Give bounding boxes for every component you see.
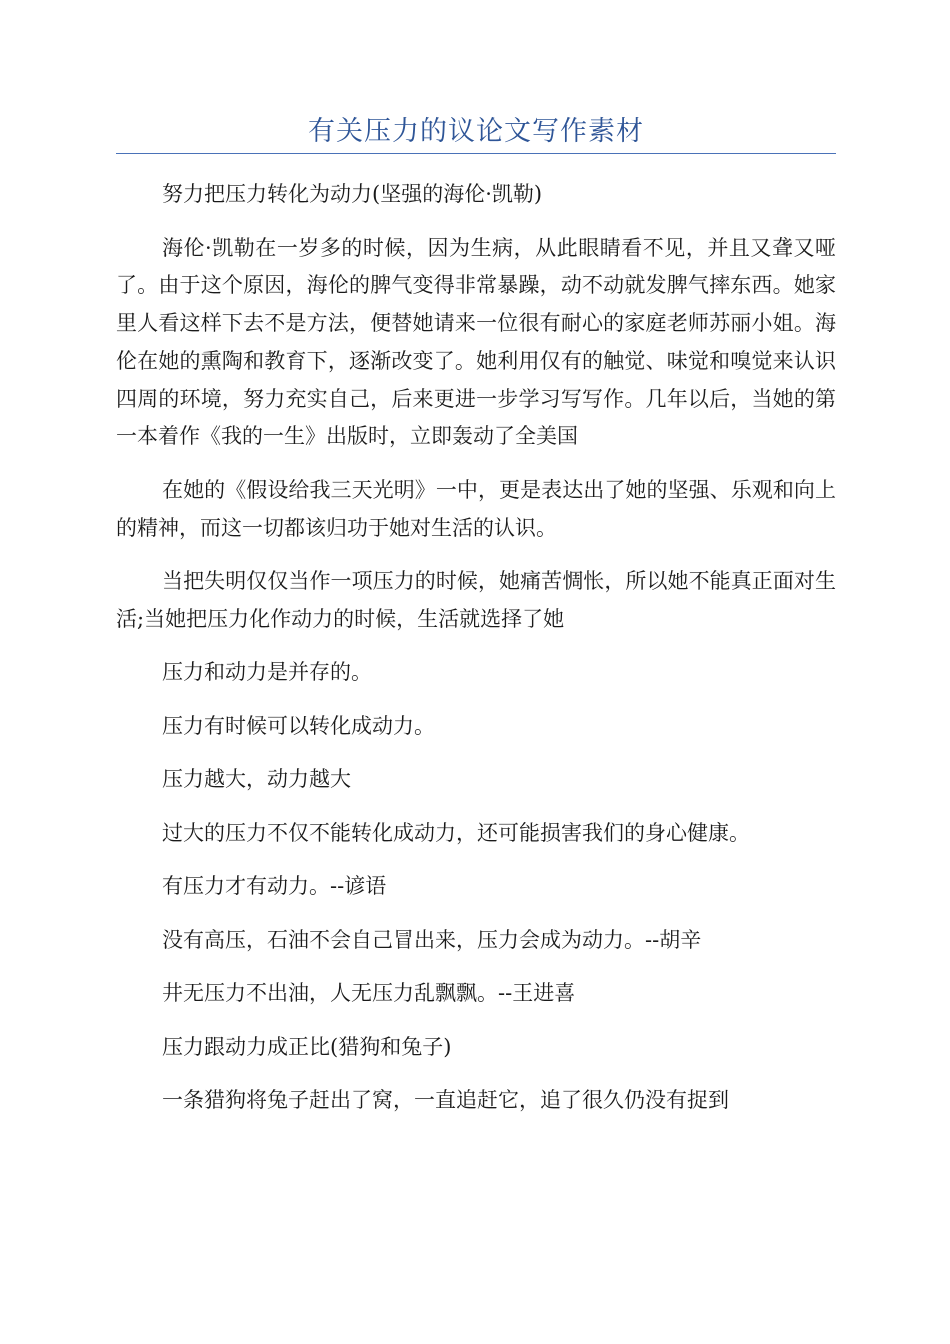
paragraph: 在她的《假设给我三天光明》一中，更是表达出了她的坚强、乐观和向上的精神，而这一切都该归功于她对生活的认识。 xyxy=(116,478,836,540)
paragraph: 压力跟动力成正比(猎狗和兔子) xyxy=(162,1034,452,1059)
paragraph: 过大的压力不仅不能转化成动力，还可能损害我们的身心健康。 xyxy=(162,820,750,845)
paragraph: 一条猎狗将兔子赶出了窝，一直追赶它，追了很久仍没有捉到 xyxy=(162,1088,729,1113)
paragraph: 当把失明仅仅当作一项压力的时候，她痛苦惆怅，所以她不能真正面对生活;当她把压力化作动力的时候，生活就选择了她 xyxy=(116,569,836,631)
document-body xyxy=(116,176,836,1120)
paragraph: 海伦·凯勒在一岁多的时候，因为生病，从此眼睛看不见，并且又聋又哑了。由于这个原因，海伦的脾气变得非常暴躁，动不动就发脾气摔东西。她家里人看这样下去不是方法，便替她请来一位很有耐心的家庭老师苏丽小姐。海伦在她的熏陶和教育下，逐渐改变了。她利用仅有的触觉、味觉和嗅觉来认识四周的环境，努力充实自己，后来更进一步学习写写作。几年以后，当她的第一本着作《我的一生》出版时，立即轰动了全美国 xyxy=(116,235,836,449)
paragraph: 压力和动力是并存的。 xyxy=(162,660,372,685)
paragraph: 没有高压，石油不会自己冒出来，压力会成为动力。--胡辛 xyxy=(162,927,702,952)
title-underline xyxy=(116,153,836,154)
paragraph: 有压力才有动力。--谚语 xyxy=(162,874,387,899)
paragraph: 压力有时候可以转化成动力。 xyxy=(162,713,435,738)
paragraph: 井无压力不出油，人无压力乱飘飘。--王进喜 xyxy=(162,981,576,1006)
document-title: 有关压力的议论文写作素材 xyxy=(308,116,644,147)
paragraph: 努力把压力转化为动力(坚强的海伦·凯勒) xyxy=(162,182,543,206)
paragraph: 压力越大，动力越大 xyxy=(162,767,351,792)
